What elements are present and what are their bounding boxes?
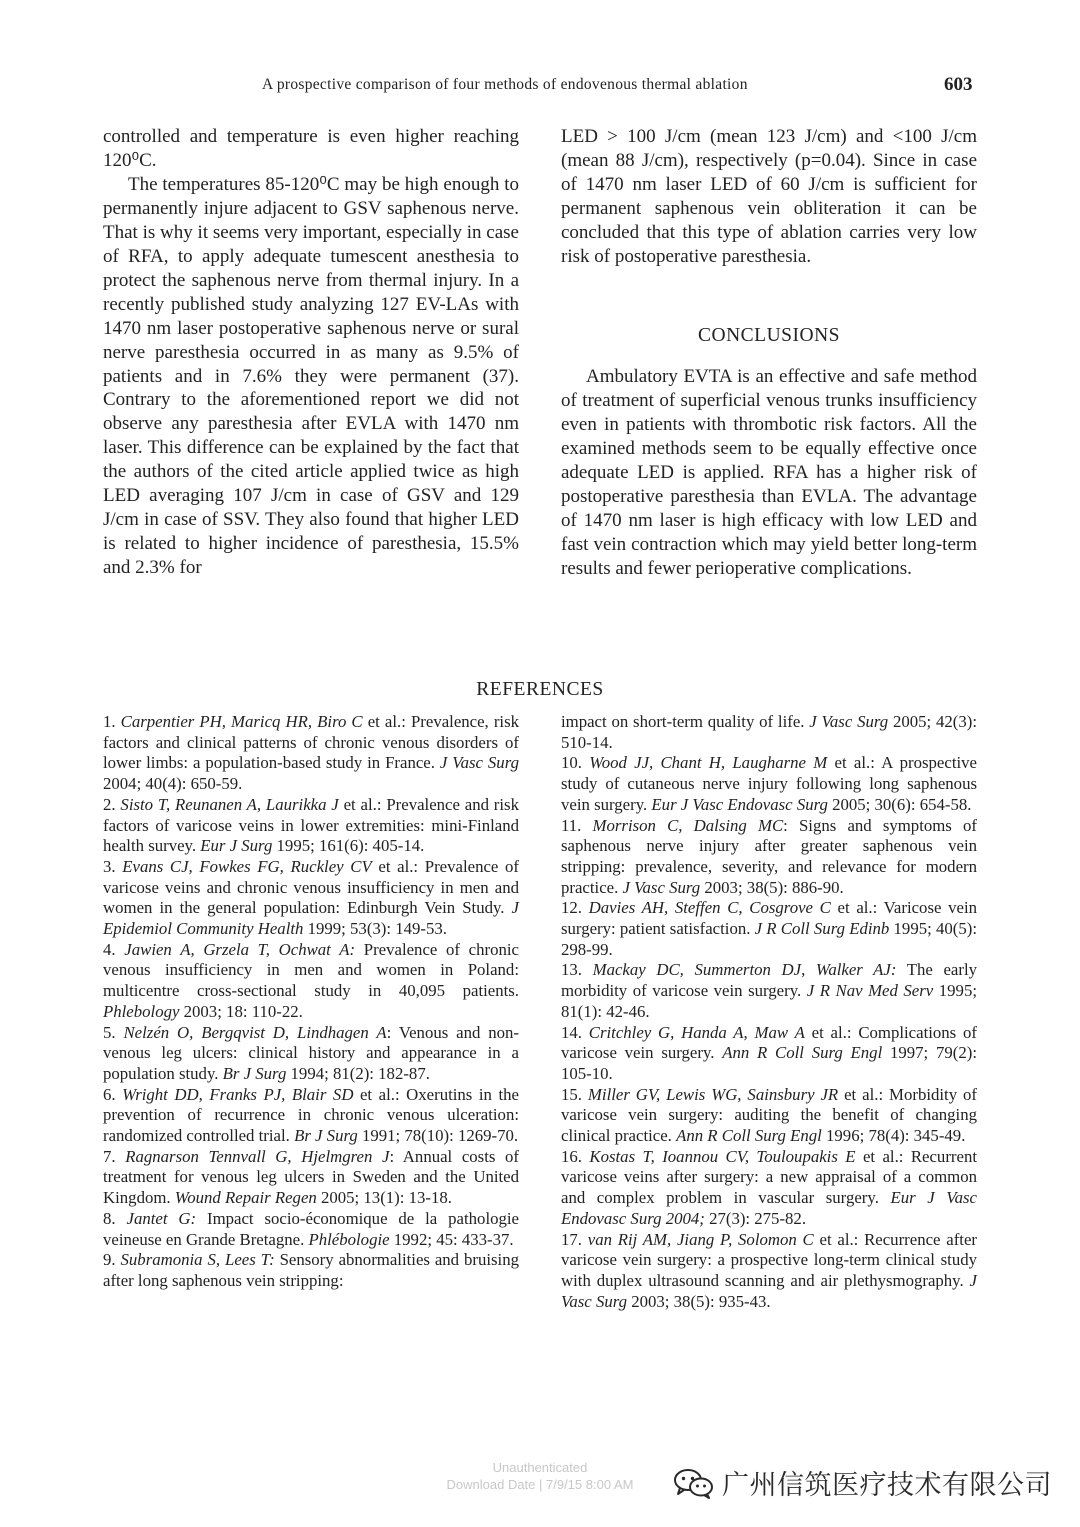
conclusions-body [561, 365, 977, 581]
watermark-line-1: Unauthenticated [492, 1460, 588, 1475]
conclusions-heading: CONCLUSIONS [697, 325, 841, 346]
wechat-icon [672, 1467, 714, 1499]
reference-authors: Kostas T, Ioannou CV, Touloupakis E [589, 1146, 856, 1166]
reference-journal: J Vasc Surg [439, 753, 519, 773]
reference-number: 9. [103, 1250, 116, 1270]
reference-number: 16. [561, 1146, 582, 1166]
reference-authors: Miller GV, Lewis WG, Sainsbury JR [587, 1084, 839, 1104]
reference-citation: 1994; 81(2): 182-87. [286, 1063, 430, 1083]
reference-item [103, 1147, 519, 1209]
reference-text: Impact socio-économique de la pathologie veineuse en Grande Bretagne. [103, 1208, 519, 1249]
reference-authors: Jantet G: [126, 1208, 197, 1228]
left-column [103, 125, 519, 580]
reference-authors: Wright DD, Franks PJ, Blair SD [122, 1084, 354, 1104]
reference-item [561, 753, 977, 815]
reference-text: : Signs and symptoms of saphenous nerve injury after greater saphenous vein stripping: prevalence, severity, and relevance for modern practice. [561, 815, 977, 897]
reference-citation: 2003; 38(5): 886-90. [700, 877, 844, 897]
reference-text: et al.: Oxerutins in the prevention of recurrence in chronic venous ulceration: randomized controlled trial. [103, 1084, 519, 1146]
reference-citation: 1995; 40(5): 298-99. [561, 919, 977, 959]
reference-authors: Sisto T, Reunanen A, Laurikka J [120, 794, 339, 814]
reference-item [561, 1147, 977, 1230]
reference-authors: Davies AH, Steffen C, Cosgrove C [588, 898, 831, 918]
reference-text: et al.: Prevalence and risk factors of varicose veins in lower extremities: mini-Finland health survey. [103, 794, 519, 856]
brand-signature [672, 1463, 1052, 1502]
reference-citation: 2004; 40(4): 650-59. [103, 774, 243, 794]
left-paragraph-1: controlled and temperature is even higher reaching 120⁰C. [103, 126, 519, 171]
reference-authors: Carpentier PH, Maricq HR, Biro C [120, 712, 363, 731]
reference-item [561, 960, 977, 1022]
reference-text: Prevalence of chronic venous insufficiency in men and women in Poland: multicentre cross-sectional study in 40,095 patients. [103, 939, 520, 1001]
reference-journal: J R Coll Surg Edinb [754, 919, 890, 939]
reference-authors: Wood JJ, Chant H, Laugharne M [589, 753, 828, 773]
reference-item [103, 940, 519, 1023]
watermark-line-2: Download Date | 7/9/15 8:00 AM [446, 1477, 634, 1492]
references-left-column [103, 712, 519, 1292]
reference-citation: 27(3): 275-82. [704, 1208, 807, 1228]
reference-journal: Wound Repair Regen [174, 1188, 317, 1208]
references-right-column [561, 712, 977, 1312]
reference-number: 10. [561, 753, 582, 773]
reference-number: 6. [103, 1084, 116, 1104]
reference-text: et al.: Recurrent varicose veins after surgery: a new appraisal of a common and complex problem in vascular surgery. [561, 1146, 977, 1208]
reference-item [103, 1250, 519, 1291]
reference-number: 5. [103, 1022, 116, 1042]
reference-number: 7. [103, 1146, 116, 1166]
reference-citation: 2005; 30(6): 654-58. [827, 794, 972, 814]
reference-authors: Ragnarson Tennvall G, Hjelmgren J [125, 1146, 390, 1166]
reference-number: 4. [103, 939, 116, 959]
reference-journal: J Vasc Surg [809, 712, 889, 731]
reference-citation: 2003; 18: 110-22. [179, 1001, 303, 1021]
reference-journal: Phlebology [103, 1001, 180, 1021]
reference-item [103, 1209, 519, 1250]
reference-number: 17. [561, 1229, 582, 1249]
reference-citation: 1999; 53(3): 149-53. [303, 919, 447, 939]
reference-journal: Ann R Coll Surg Engl [676, 1126, 822, 1146]
reference-journal: J Vasc Surg [561, 1270, 977, 1311]
reference-text: impact on short-term quality of life. [561, 712, 810, 731]
reference-text: The early morbidity of varicose vein surgery. [561, 960, 977, 1001]
reference-item [561, 898, 977, 960]
reference-number: 3. [103, 856, 116, 876]
reference-authors: Mackay DC, Summerton DJ, Walker AJ: [592, 960, 897, 980]
reference-text: et al.: Morbidity of varicose vein surgery: auditing the benefit of changing clinical practice. [561, 1084, 978, 1146]
conclusions-paragraph: Ambulatory EVTA is an effective and safe method of treatment of superficial venous trunks insufficiency even in patients with thrombotic risk factors. All the examined methods seem to be equally effective once adequate LED is applied. RFA has a higher risk of postoperative paresthesia than EVLA. The advantage of 1470 nm laser is high efficacy with low LED and fast vein contraction which may yield better long-term results and fewer perioperative complications. [561, 366, 977, 579]
reference-number: 11. [561, 815, 582, 835]
reference-item [561, 1023, 977, 1085]
reference-journal: Eur J Surg [200, 836, 273, 856]
reference-journal: Eur J Vasc Endovasc Surg [651, 794, 828, 814]
reference-text: et al.: Complications of varicose vein surgery. [561, 1022, 977, 1063]
reference-journal: J Vasc Surg [622, 877, 701, 897]
reference-journal: J R Nav Med Serv [806, 981, 934, 1001]
reference-citation: 1991; 78(10): 1269-70. [357, 1126, 519, 1146]
reference-citation: 1992; 45: 433-37. [389, 1229, 514, 1249]
reference-citation: 1995; 161(6): 405-14. [272, 836, 425, 856]
reference-authors: Subramonia S, Lees T: [120, 1250, 275, 1270]
reference-item [561, 712, 977, 753]
reference-text: et al.: Prevalence, risk factors and clinical patterns of chronic venous disorders of lower limbs: a population-based study in France. [103, 712, 519, 773]
reference-text: Sensory abnormalities and bruising after long saphenous vein stripping: [103, 1250, 519, 1290]
reference-text: et al.: Recurrence after varicose vein surgery: a prospective long-term clinical study with duplex ultrasound scanning and air plethysmography. [561, 1229, 977, 1290]
reference-journal: J Epidemiol Community Health [103, 898, 519, 939]
reference-journal: Phlébologie [308, 1229, 390, 1249]
reference-authors: Jawien A, Grzela T, Ochwat A: [124, 939, 356, 959]
page-number: 603 [944, 74, 973, 95]
reference-number: 14. [561, 1022, 582, 1042]
reference-text: et al.: Varicose vein surgery: patient satisfaction. [561, 898, 977, 939]
reference-item [103, 712, 519, 795]
reference-journal: Ann R Coll Surg Engl [722, 1043, 883, 1063]
reference-journal: Eur J Vasc Endovasc Surg 2004; [561, 1188, 977, 1228]
reference-citation: 1995; 81(1): 42-46. [561, 981, 978, 1021]
reference-text: et al.: A prospective study of cutaneous nerve injury following long saphenous vein surgery. [561, 753, 977, 814]
reference-authors: Morrison C, Dalsing MC [592, 815, 784, 835]
reference-number: 2. [103, 794, 116, 814]
company-name: 广州信筑医疗技术有限公司 [722, 1470, 1052, 1501]
reference-citation: 2005; 42(3): 510-14. [561, 712, 977, 752]
reference-number: 12. [561, 898, 582, 918]
reference-item [103, 857, 519, 940]
reference-number: 1. [103, 712, 116, 731]
reference-text: : Venous and non-venous leg ulcers: clinical history and appearance in a population study. [103, 1022, 519, 1083]
reference-citation: 1996; 78(4): 345-49. [821, 1126, 966, 1146]
reference-authors: Nelzén O, Bergqvist D, Lindhagen A [123, 1022, 387, 1042]
references-heading: REFERENCES [476, 679, 604, 700]
reference-authors: Critchley G, Handa A, Maw A [588, 1022, 805, 1042]
reference-item [103, 1023, 519, 1085]
right-paragraph-1: LED > 100 J/cm (mean 123 J/cm) and <100 J/cm (mean 88 J/cm), respectively (p=0.04). Since in case of 1470 nm laser LED of 60 J/cm is sufficient for permanent saphenous vein obliteration it can be concluded that this type of ablation carries very low risk of postoperative paresthesia. [561, 126, 977, 267]
reference-citation: 1997; 79(2): 105-10. [561, 1043, 977, 1083]
reference-text: et al.: Prevalence of varicose veins and chronic venous insufficiency in men and women in the general population: Edinburgh Vein Study. [103, 856, 519, 918]
reference-text: : Annual costs of treatment for venous leg ulcers in Sweden and the United Kingdom. [103, 1146, 519, 1208]
reference-number: 8. [103, 1208, 116, 1228]
reference-item [561, 816, 977, 899]
reference-citation: 2003; 38(5): 935-43. [627, 1291, 771, 1311]
reference-number: 15. [561, 1084, 582, 1104]
running-title: A prospective comparison of four methods of endovenous thermal ablation [262, 76, 748, 93]
reference-item [103, 795, 519, 857]
reference-journal: Br J Surg [222, 1063, 287, 1083]
reference-item [561, 1085, 977, 1147]
reference-journal: Br J Surg [294, 1126, 358, 1146]
reference-item [103, 1085, 519, 1147]
reference-number: 13. [561, 960, 582, 980]
left-paragraph-2: The temperatures 85-120⁰C may be high enough to permanently injure adjacent to GSV saphenous nerve. That is why it seems very important, especially in case of RFA, to apply adequate tumescent anesthesia to protect the saphenous nerve from thermal injury. In a recently published study analyzing 127 EV-LAs with 1470 nm laser postoperative saphenous nerve or sural nerve paresthesia occurred in as many as 9.5% of patients and in 7.6% they were permanent (37). Contrary to the aforementioned report we did not observe any paresthesia after EVLA with 1470 nm laser. This difference can be explained by the fact that the authors of the cited article applied twice as high LED averaging 107 J/cm in case of GSV and 129 J/cm in case of SSV. They also found that higher LED is related to higher incidence of paresthesia, 15.5% and 2.3% for [103, 173, 519, 579]
right-column [561, 125, 977, 269]
reference-authors: Evans CJ, Fowkes FG, Ruckley CV [122, 856, 372, 876]
reference-authors: van Rij AM, Jiang P, Solomon C [587, 1229, 814, 1249]
reference-citation: 2005; 13(1): 13-18. [316, 1188, 452, 1208]
reference-item [561, 1230, 977, 1313]
